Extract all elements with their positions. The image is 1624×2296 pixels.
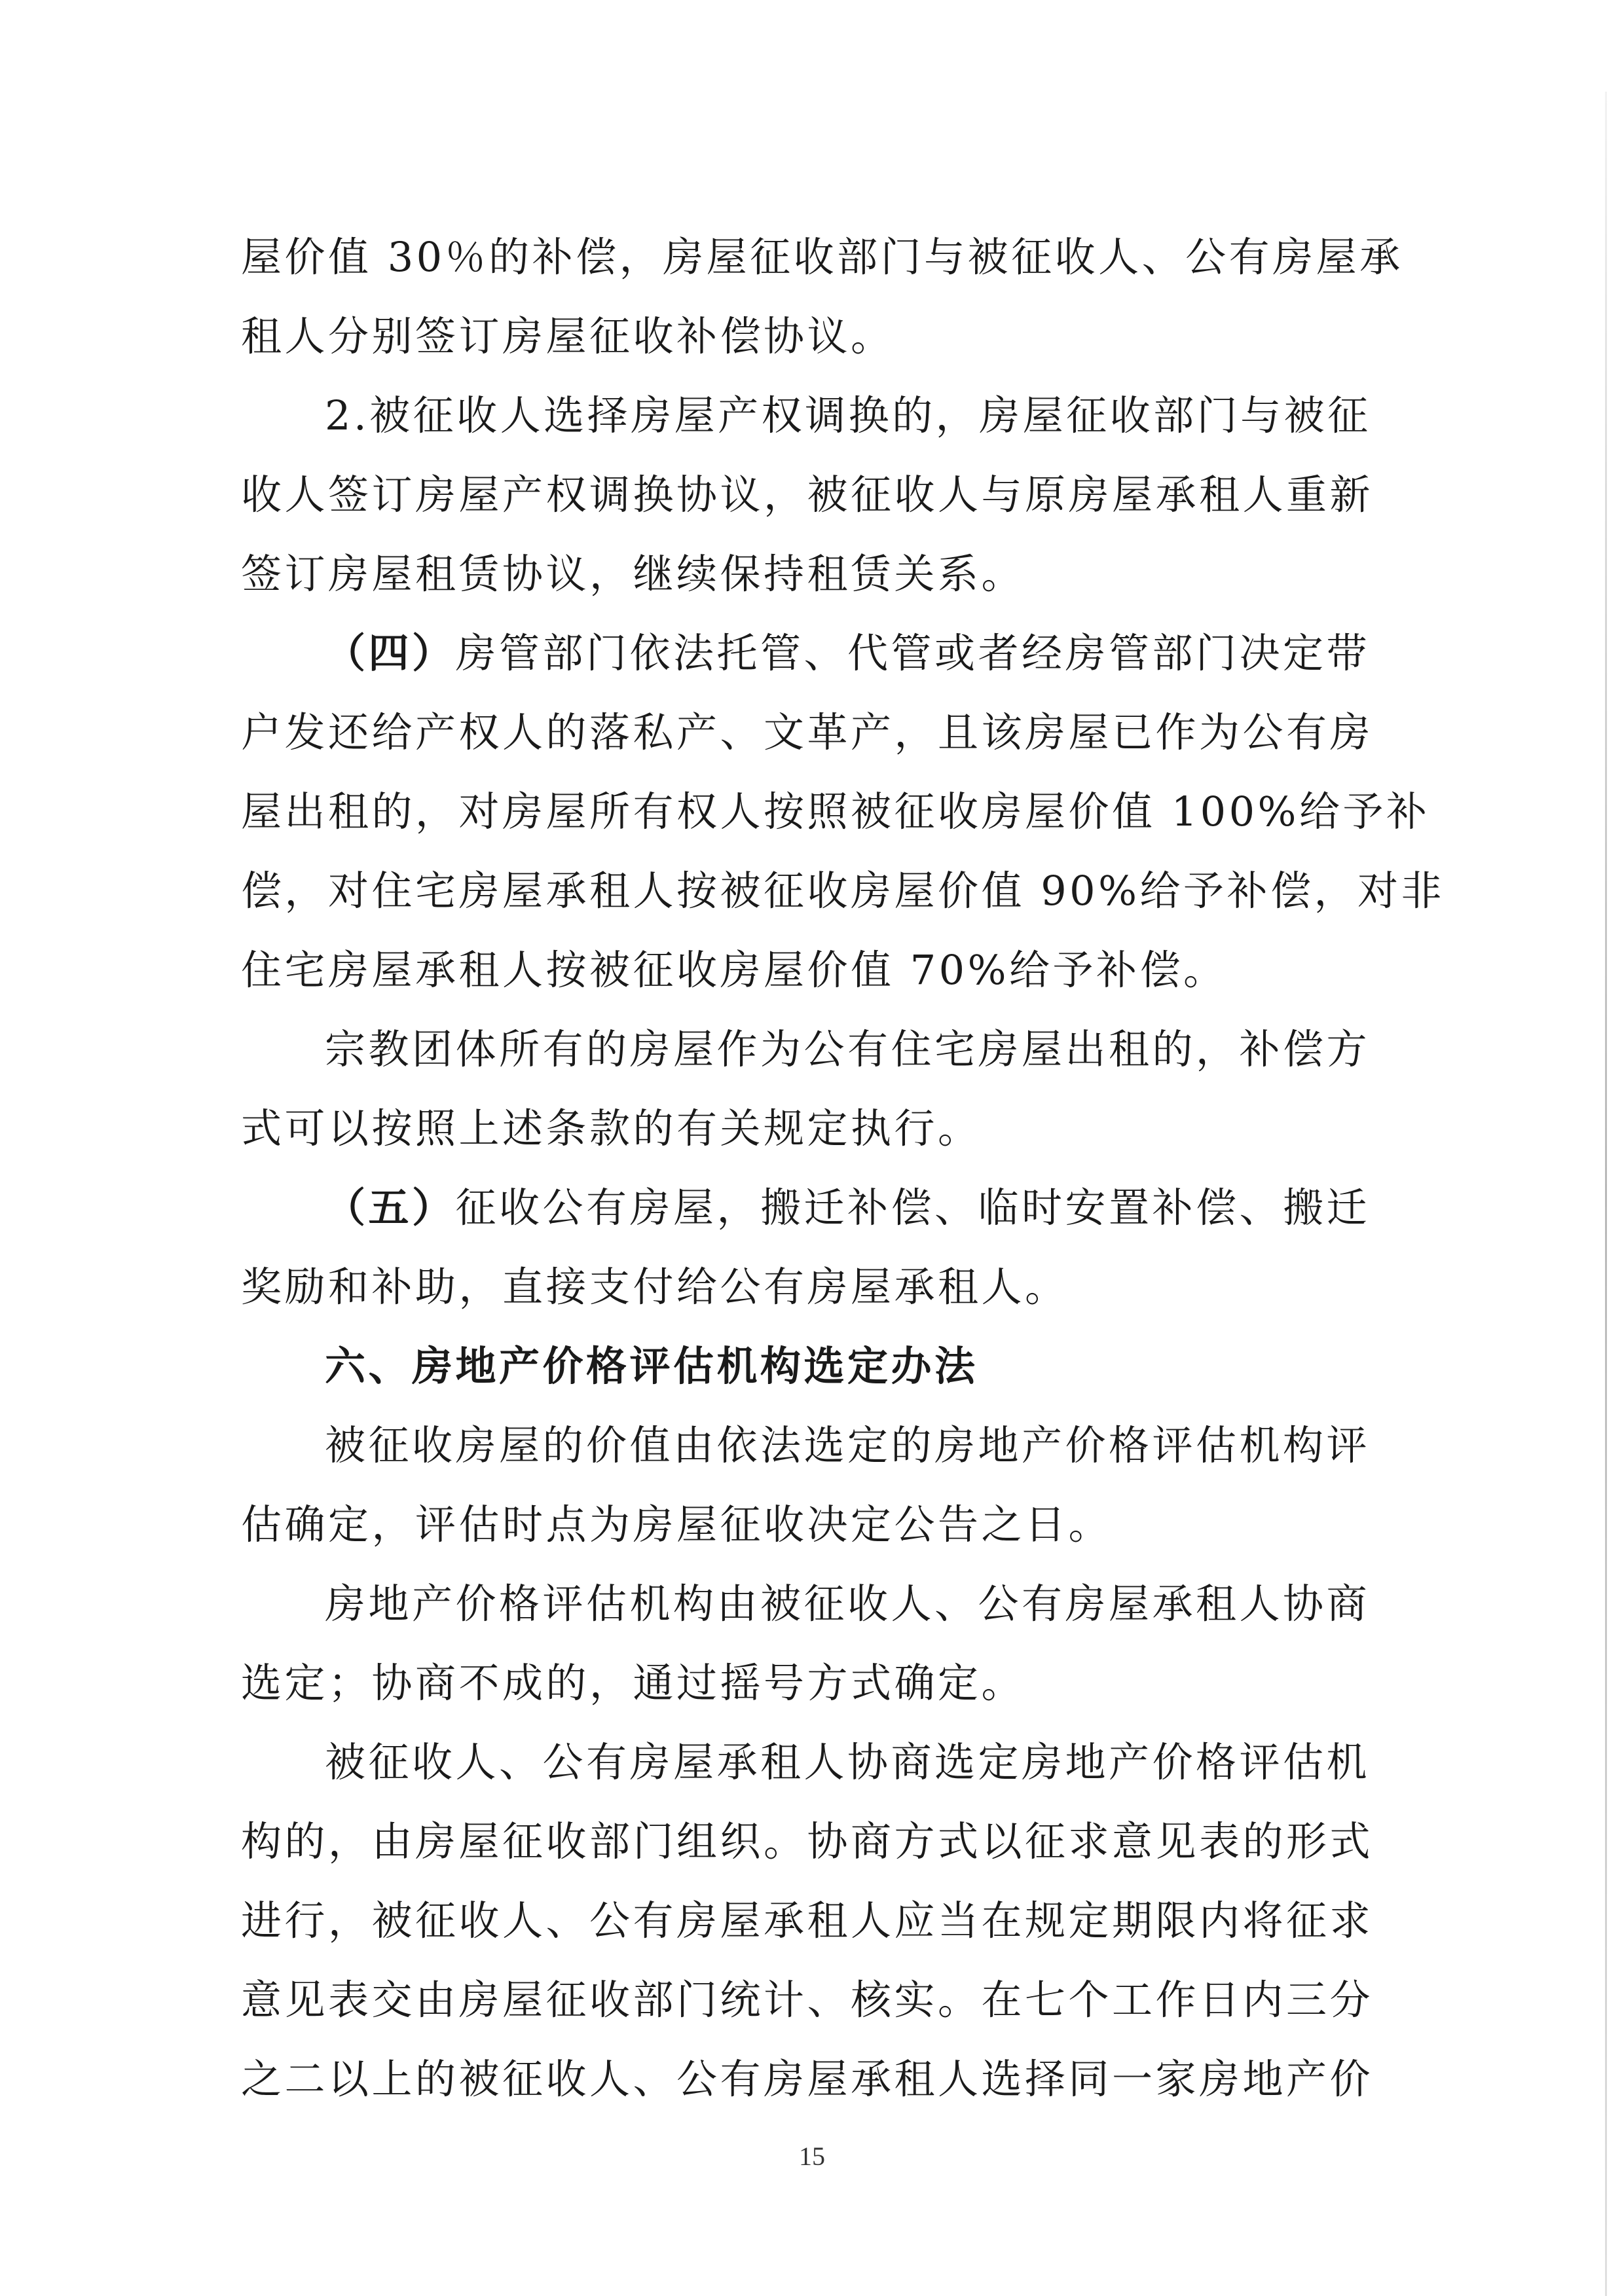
list-item-2: 2.被征收人选择房屋产权调换的，房屋征收部门与被征: [325, 392, 1371, 439]
text-line: 租人分别签订房屋征收补偿协议。: [241, 312, 895, 360]
text-line: 住宅房屋承租人按被征收房屋价值 70%给予补偿。: [241, 946, 1227, 994]
clause-four: [241, 613, 1393, 693]
paragraph-religious: 宗教团体所有的房屋作为公有住宅房屋出租的，补偿方: [325, 1025, 1371, 1073]
text-line: 选定；协商不成的，通过摇号方式确定。: [241, 1659, 1025, 1707]
text-line: 签订房屋租赁协议，继续保持租赁关系。: [241, 550, 1025, 598]
scan-edge-shadow: [1605, 92, 1607, 2296]
paragraph-valuation: 被征收房屋的价值由依法选定的房地产价格评估机构评: [325, 1421, 1371, 1469]
paragraph-negotiation: 被征收人、公有房屋承租人协商选定房地产价格评估机: [325, 1738, 1371, 1786]
text-line: 奖励和补助，直接支付给公有房屋承租人。: [241, 1263, 1069, 1311]
section-heading-six: 六、房地产价格评估机构选定办法: [325, 1342, 978, 1390]
body-text: [241, 217, 1445, 2119]
text-line: 估确定，评估时点为房屋征收决定公告之日。: [241, 1501, 1113, 1548]
clause-four-text: 房管部门依法托管、代管或者经房管部门决定带: [455, 629, 1371, 677]
text-line: 屋价值 30％的补偿，房屋征收部门与被征收人、公有房屋承: [241, 233, 1403, 281]
text-line: 式可以按照上述条款的有关规定执行。: [241, 1104, 982, 1152]
text-line: 之二以上的被征收人、公有房屋承租人选择同一家房地产价: [241, 2055, 1374, 2103]
text-line: 户发还给产权人的落私产、文革产，且该房屋已作为公有房: [241, 708, 1374, 756]
page-number: 15: [799, 2141, 825, 2171]
paragraph-selection: 房地产价格评估机构由被征收人、公有房屋承租人协商: [325, 1580, 1371, 1628]
text-line: 屋出租的，对房屋所有权人按照被征收房屋价值 100%给予补: [241, 788, 1430, 835]
clause-five: [241, 1168, 1393, 1247]
text-line: 收人签订房屋产权调换协议，被征收人与原房屋承租人重新: [241, 471, 1374, 519]
text-line: 构的，由房屋征收部门组织。协商方式以征求意见表的形式: [241, 1817, 1374, 1865]
text-line: 进行，被征收人、公有房屋承租人应当在规定期限内将征求: [241, 1897, 1374, 1944]
clause-five-text: 征收公有房屋，搬迁补偿、临时安置补偿、搬迁: [455, 1184, 1371, 1231]
text-line: 意见表交由房屋征收部门统计、核实。在七个工作日内三分: [241, 1976, 1374, 2024]
clause-five-label: （五）: [325, 1184, 456, 1231]
clause-four-label: （四）: [325, 629, 456, 677]
text-line: 偿，对住宅房屋承租人按被征收房屋价值 90%给予补偿，对非: [241, 867, 1445, 915]
